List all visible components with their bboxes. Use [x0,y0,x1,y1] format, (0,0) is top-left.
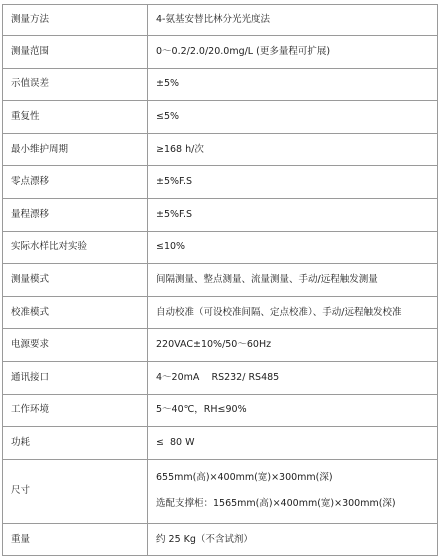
row-label: 重复性 [3,101,148,134]
row-label: 工作环境 [3,394,148,427]
table-row [3,394,438,427]
row-label: 最小维护周期 [3,133,148,166]
row-value: 0～0.2/2.0/20.0mg/L (更多量程可扩展) [148,36,438,69]
table-row [3,427,438,460]
row-label: 通讯接口 [3,361,148,394]
table-row [3,296,438,329]
row-value: ≤10% [148,231,438,264]
row-label: 测量方法 [3,5,148,36]
table-row [3,198,438,231]
dimension-main: 655mm(高)×400mm(宽)×300mm(深) [156,472,333,484]
table-row [3,231,438,264]
row-label: 重量 [3,523,148,556]
table-row [3,36,438,69]
table-row [3,5,438,36]
table-row [3,133,438,166]
table-row [3,166,438,199]
row-value: ≤5% [148,101,438,134]
row-label: 量程漂移 [3,198,148,231]
row-value: ≤ 80 W [148,427,438,460]
dimension-optional-cabinet: 选配支撑柜：1565mm(高)×400mm(宽)×300mm(深) [156,498,396,510]
row-value: ±5%F.S [148,198,438,231]
table-row [3,264,438,297]
row-value: 自动校准（可设校准间隔、定点校准）、手动/远程触发校准 [148,296,438,329]
row-value: 4-氨基安替比林分光光度法 [148,5,438,36]
row-value: 约 25 Kg（不含试剂） [148,523,438,556]
table-row [3,101,438,134]
row-value [148,459,438,523]
row-label: 尺寸 [3,459,148,523]
row-label: 功耗 [3,427,148,460]
spec-table [2,4,438,556]
row-value: ±5% [148,68,438,101]
row-label: 电源要求 [3,329,148,362]
row-value: ±5%F.S [148,166,438,199]
row-label: 校准模式 [3,296,148,329]
row-label: 零点漂移 [3,166,148,199]
row-value: 220VAC±10%/50～60Hz [148,329,438,362]
table-row [3,361,438,394]
row-value: 4～20mA RS232/ RS485 [148,361,438,394]
table-row [3,459,438,523]
table-row [3,68,438,101]
row-value: 间隔测量、整点测量、流量测量、手动/远程触发测量 [148,264,438,297]
table-row [3,329,438,362]
row-value: 5～40℃，RH≤90% [148,394,438,427]
row-label: 测量模式 [3,264,148,297]
row-label: 测量范围 [3,36,148,69]
row-label: 实际水样比对实验 [3,231,148,264]
row-label: 示值误差 [3,68,148,101]
row-value: ≥168 h/次 [148,133,438,166]
